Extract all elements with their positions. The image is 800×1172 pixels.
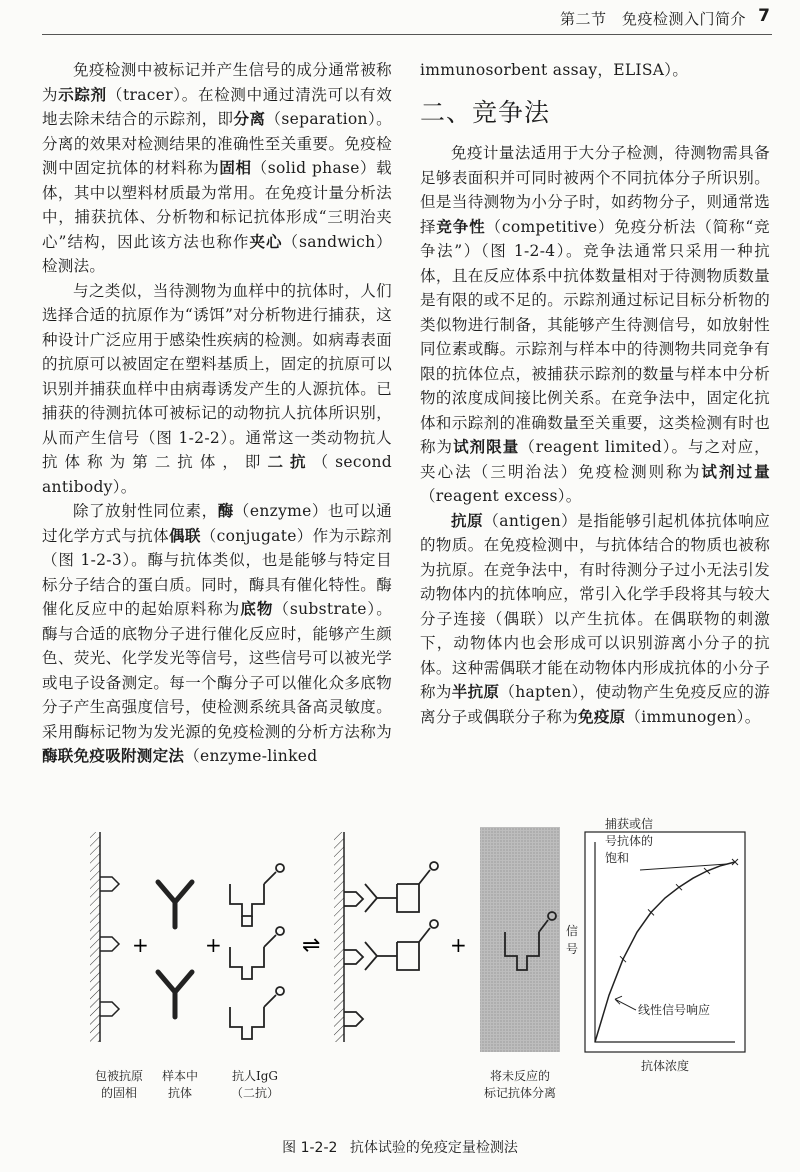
text-segment: （antigen）是指能够引起机体抗体响应的物质。在免疫检测中，与抗体结合的物质也被称为抗原。在竞争法中，有时待测分子过小无法引发动物体内的抗体响应，常引入化学手段将其与较大分子连接（偶联）以产生抗体。在偶联物的刺激下，动物体内也会形成可以识别游离小分子的抗体。这种需偶联才能在动物体内形成抗体的小分子称为 (420, 511, 770, 701)
text-segment: （hapten），使动物产生免疫反应的游离分子或偶联分子称为 (420, 683, 770, 726)
labeled-secondary-antibody-icon (230, 864, 284, 1039)
key-term: 抗原 (451, 510, 484, 530)
equilibrium-arrows: ⇌ (302, 933, 321, 958)
text-segment: （solid phase）载体，其中以塑料材质最为常用。在免疫计量分析法中，捕获抗体、分析物和标记抗体形成“三明治夹心”结构，因此该方法也称作 (42, 159, 392, 251)
paragraph-tracer (42, 58, 392, 279)
bound-complex-wall (334, 832, 438, 1042)
figure-caption (0, 1137, 800, 1157)
page-number: 7 (758, 6, 770, 26)
separation-band (480, 827, 560, 1052)
solid-phase-wall (90, 832, 119, 1042)
sample-antibody-icon (158, 882, 192, 1017)
key-term: 二抗 (267, 452, 313, 471)
section-title: 第二节 免疫检测入门简介 (559, 10, 746, 28)
text-segment: 免疫检测中被标记并产生信号的成分通常被称为 (42, 61, 392, 104)
key-term: 偶联 (169, 525, 201, 545)
key-term: 免疫原 (578, 706, 626, 726)
key-term: 分离 (233, 109, 266, 128)
key-term: 酶 (217, 501, 234, 520)
text-segment: （competitive）免疫分析法（简称“竞争法”）（图 1-2-4）。竞争法通常只采用一种抗体，且在反应体系中抗体数量相对于待测物质数量是有限的或不足的。示踪剂通过标记目标分析物的类似物进行制备，其能够产生待测信号，如放射性同位素或酶。示踪剂与样本中的待测物共同竞争有限的抗体位点，被捕获示踪剂的数量与样本中分析物的浓度成间接比例关系。在竞争法中，固定化抗体和示踪剂的准确数量至关重要，这类检测有时也称为 (420, 217, 770, 456)
caption-number: 图 1-2-2 (282, 1140, 338, 1156)
label-separation: 将未反应的 标记抗体分离 (483, 1069, 556, 1100)
key-term: 试剂过量 (701, 461, 770, 481)
key-term: 试剂限量 (453, 437, 520, 456)
text-segment: （tracer）。在检测中通过清洗可以有效地去除未结合的示踪剂，即 (42, 85, 392, 128)
plus-sign-3: + (450, 933, 467, 957)
label-coated-antigen: 包被抗原 的固相 (94, 1069, 143, 1100)
paragraph-antigen-capture (42, 279, 392, 500)
figure-1-2-2 (80, 817, 780, 1122)
plus-sign-1: + (132, 933, 149, 957)
key-term: 示踪剂 (58, 84, 107, 104)
text-segment: （substrate）。酶与合适的底物分子进行催化反应时，能够产生颜色、荧光、化学发光等信号，这些信号可以被光学或电子设备测定。每一个酶分子可以催化众多底物分子产生高强度信号，使检测系统具备高灵敏度。采用酶标记物为发光源的免疫检测的分析方法称为 (42, 600, 392, 741)
page-header (0, 0, 800, 36)
text-segment: （reagent limited）。与之对应，夹心法（三明治法）免疫检测则称为 (420, 438, 770, 481)
right-column (420, 58, 770, 729)
text-segment: 除了放射性同位素， (73, 502, 218, 520)
chart-y-label-char-1: 信 (565, 924, 578, 938)
key-term: 竞争性 (436, 216, 486, 236)
text-segment: （immunogen）。 (625, 707, 761, 726)
text-segment: （separation）。分离的效果对检测结果的准确性至关重要。免疫检测中固定抗体的材料称为 (42, 110, 392, 177)
header-rule (42, 34, 772, 35)
key-term: 夹心 (249, 231, 283, 251)
chart-y-label (564, 922, 580, 958)
key-term: 固相 (219, 158, 252, 177)
paragraph-antigen-definition (420, 509, 770, 730)
coated-antigen-icon (100, 937, 119, 951)
chart-y-label-char-2: 号 (565, 942, 578, 956)
text-segment: 免疫计量法适用于大分子检测，待测物需具备足够表面积并可同时被两个不同抗体分子所识别。但是当待测物为小分子时，如药物分子，则通常选择 (420, 144, 770, 236)
caption-text: 抗体试验的免疫定量检测法 (349, 1140, 518, 1156)
paragraph-competitive (420, 141, 770, 509)
annotation-linear-response: 线性信号响应 (638, 1003, 711, 1017)
paragraph-enzyme (42, 499, 392, 769)
key-term: 半抗原 (451, 682, 500, 701)
text-segment: （enzyme）也可以通过化学方式与抗体 (42, 502, 392, 545)
plus-sign-2: + (205, 933, 222, 957)
annotation-saturation: 捕获或信 号抗体的 饱和 (605, 817, 654, 865)
text-segment: （conjugate）作为示踪剂（图 1-2-3）。酶与抗体类似，也是能够与特定目标分子结合的蛋白质。同时，酶具有催化特性。酶催化反应中的起始原料称为 (42, 526, 392, 618)
chart-x-label: 抗体浓度 (640, 1059, 689, 1073)
text-segment: （sandwich）检测法。 (42, 232, 392, 275)
key-term: 底物 (240, 599, 274, 618)
label-sample-antibody: 样本中 抗体 (161, 1069, 198, 1100)
label-anti-human-igg: 抗人IgG （二抗） (230, 1069, 279, 1100)
text-segment: （reagent excess）。 (420, 487, 582, 505)
text-segment: 与之类似，当待测物为血样中的抗体时，人们选择合适的抗原作为“诱饵”对分析物进行捕获，这种设计广泛应用于感染性疾病的检测。如病毒表面的抗原可以被固定在塑料基质上，固定的抗原可以识别并捕获血样中由病毒诱发产生的人源抗体。已捕获的待测抗体可被标记的动物抗人抗体所识别，从而产生信号（图 1-2-2）。通常这一类动物抗人抗体称为第二抗体，即 (42, 281, 392, 471)
coated-antigen-icon (100, 1002, 119, 1016)
text-segment: （enzyme-linked (184, 747, 318, 765)
paragraph-elisa-continued: immunosorbent assay，ELISA）。 (420, 61, 689, 79)
left-column (42, 58, 392, 769)
coated-antigen-icon (100, 877, 119, 891)
key-term: 酶联免疫吸附测定法 (42, 746, 185, 765)
section-heading-competitive: 二、竞争法 (420, 97, 551, 127)
text-segment: （second antibody）。 (42, 453, 392, 496)
